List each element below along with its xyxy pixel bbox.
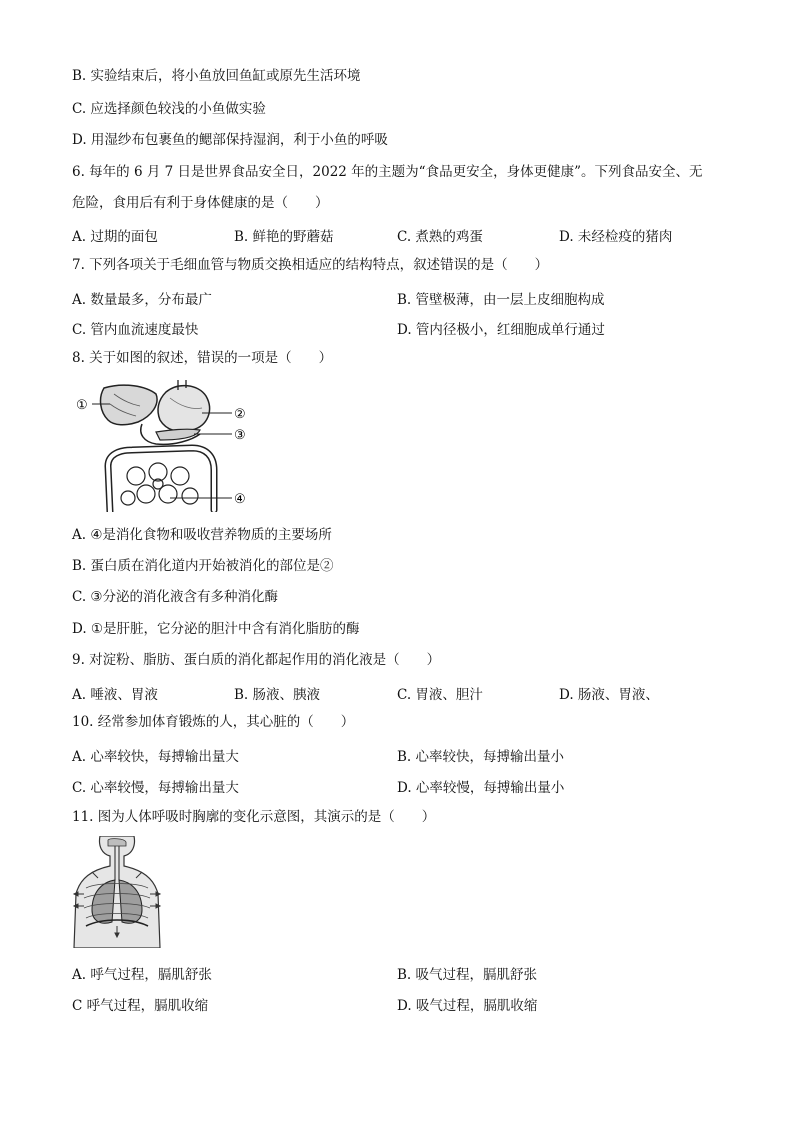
q9-option-d: D. 肠液、胃液、 (559, 687, 659, 703)
q7-option-c: C. 管内血流速度最快 (72, 322, 199, 338)
q9-option-a: A. 唾液、胃液 (72, 687, 158, 703)
q6-option-d: D. 未经检疫的猪肉 (559, 229, 673, 245)
q10-stem: 10. 经常参加体育锻炼的人，其心脏的（ ） (72, 714, 355, 730)
q8-option-b: B. 蛋白质在消化道内开始被消化的部位是② (72, 558, 334, 574)
q11-stem: 11. 图为人体呼吸时胸廓的变化示意图，其演示的是（ ） (72, 809, 436, 825)
q7-option-a: A. 数量最多，分布最广 (72, 292, 212, 308)
q9-option-b: B. 肠液、胰液 (234, 687, 321, 703)
q7-stem: 7. 下列各项关于毛细血管与物质交换相适应的结构特点，叙述错误的是（ ） (72, 257, 549, 273)
q8-stem: 8. 关于如图的叙述，错误的一项是（ ） (72, 350, 333, 366)
q7-option-d: D. 管内径极小，红细胞成单行通过 (397, 322, 605, 338)
thorax-breathing-figure (72, 836, 162, 948)
q6-option-a: A. 过期的面包 (72, 229, 158, 245)
figure-label-3: ③ (234, 428, 246, 443)
q10-option-d: D. 心率较慢，每搏输出量小 (397, 780, 565, 796)
q11-option-b: B. 吸气过程，膈肌舒张 (397, 967, 538, 983)
figure-label-1: ① (76, 398, 88, 413)
q11-option-d: D. 吸气过程，膈肌收缩 (397, 998, 538, 1014)
figure-label-2: ② (234, 407, 246, 422)
figure-label-4: ④ (234, 492, 246, 507)
q5-option-b: B. 实验结束后，将小鱼放回鱼缸或原先生活环境 (72, 68, 361, 84)
q8-option-c: C. ③分泌的消化液含有多种消化酶 (72, 589, 279, 605)
q6-option-b: B. 鲜艳的野蘑菇 (234, 229, 334, 245)
q11-option-c: C 呼气过程，膈肌收缩 (72, 998, 209, 1014)
q10-option-c: C. 心率较慢，每搏输出量大 (72, 780, 239, 796)
q9-option-c: C. 胃液、胆汁 (397, 687, 483, 703)
q6-stem-line2: 危险，食用后有利于身体健康的是（ ） (72, 195, 329, 211)
q9-stem: 9. 对淀粉、脂肪、蛋白质的消化都起作用的消化液是（ ） (72, 652, 441, 668)
q7-option-b: B. 管壁极薄，由一层上皮细胞构成 (397, 292, 605, 308)
q5-option-d: D. 用湿纱布包裹鱼的鳃部保持湿润，利于小鱼的呼吸 (72, 132, 388, 148)
q10-option-b: B. 心率较快，每搏输出量小 (397, 749, 565, 765)
q5-option-c: C. 应选择颜色较浅的小鱼做实验 (72, 101, 266, 117)
q11-option-a: A. 呼气过程，膈肌舒张 (72, 967, 212, 983)
q8-option-a: A. ④是消化食物和吸收营养物质的主要场所 (72, 527, 332, 543)
q10-option-a: A. 心率较快，每搏输出量大 (72, 749, 239, 765)
q6-stem-line1: 6. 每年的 6 月 7 日是世界食品安全日，2022 年的主题为“食品更安全，身体更健康”。下列食品安全、无 (72, 164, 703, 180)
digestive-system-figure (74, 380, 254, 512)
q8-option-d: D. ①是肝脏，它分泌的胆汁中含有消化脂肪的酶 (72, 621, 360, 637)
q6-option-c: C. 煮熟的鸡蛋 (397, 229, 483, 245)
